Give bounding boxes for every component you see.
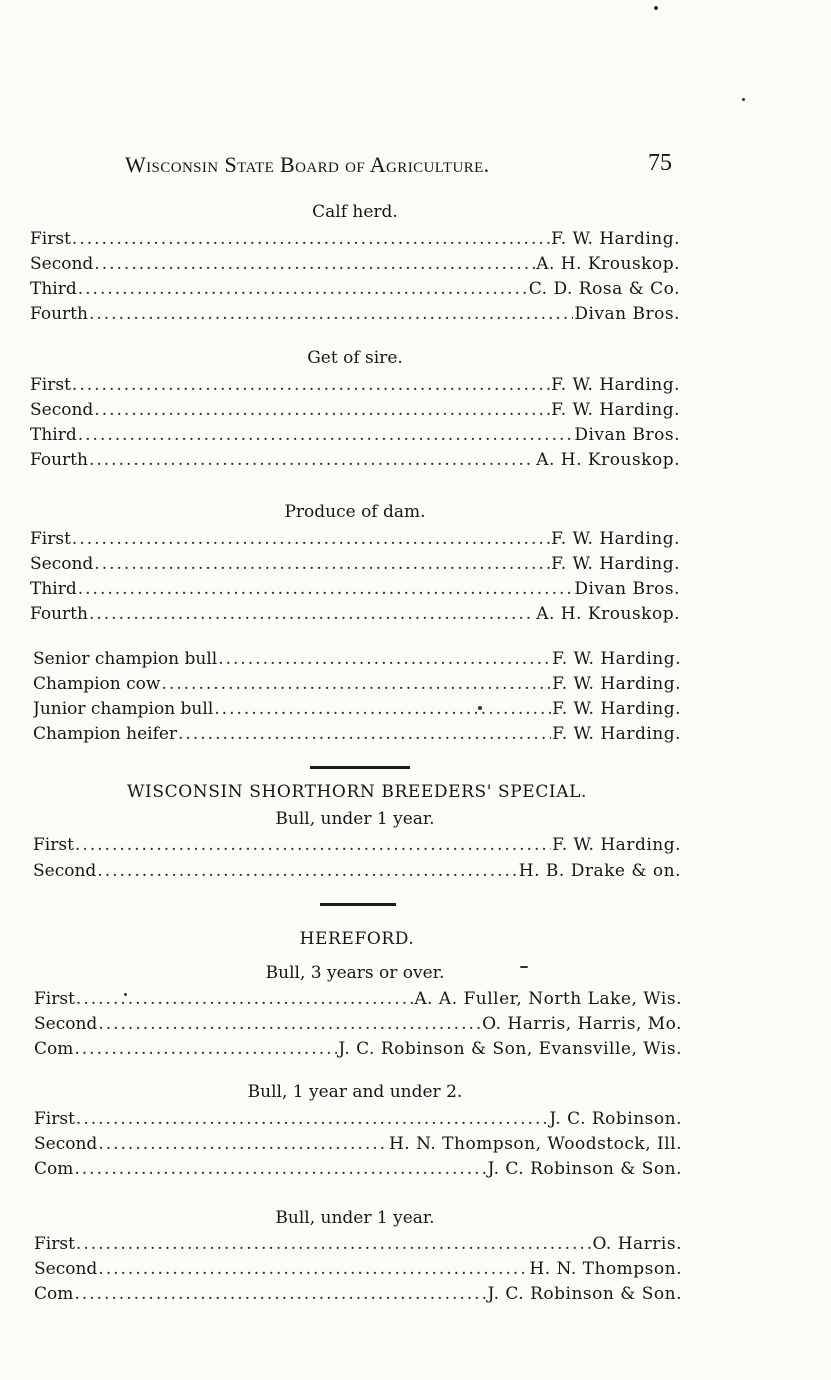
award-winner: A. H. Krouskop. bbox=[536, 254, 680, 274]
award-row bbox=[33, 698, 681, 720]
section-heading: Calf herd. bbox=[312, 202, 398, 222]
award-row bbox=[30, 553, 680, 575]
award-place: Second bbox=[34, 1259, 98, 1279]
award-row bbox=[30, 374, 680, 396]
award-place: Third bbox=[30, 279, 77, 299]
award-row bbox=[30, 528, 680, 550]
award-row bbox=[34, 1013, 682, 1035]
award-place: Junior champion bull bbox=[33, 699, 214, 719]
dot-leader bbox=[72, 528, 550, 550]
award-row bbox=[34, 1233, 682, 1255]
dot-leader bbox=[94, 399, 550, 421]
award-row bbox=[33, 723, 681, 745]
award-place: First bbox=[33, 835, 74, 855]
award-place: Third bbox=[30, 579, 77, 599]
award-row bbox=[30, 424, 680, 446]
award-winner: A. H. Krouskop. bbox=[536, 604, 680, 624]
dot-leader bbox=[76, 988, 413, 1010]
dot-leader bbox=[97, 860, 517, 882]
dot-leader bbox=[78, 278, 528, 300]
award-winner: F. W. Harding. bbox=[552, 649, 681, 669]
award-place: Champion cow bbox=[33, 674, 161, 694]
dot-leader bbox=[98, 1258, 528, 1280]
page-number: 75 bbox=[648, 150, 672, 176]
award-row bbox=[33, 648, 681, 670]
dot-leader bbox=[72, 228, 550, 250]
dot-leader bbox=[94, 253, 535, 275]
section-title: WISCONSIN SHORTHORN BREEDERS' SPECIAL. bbox=[126, 782, 588, 802]
section-divider bbox=[320, 903, 396, 906]
award-winner: F. W. Harding. bbox=[552, 699, 681, 719]
award-place: Champion heifer bbox=[33, 724, 178, 744]
section-title: HEREFORD. bbox=[299, 929, 415, 949]
award-winner: F. W. Harding. bbox=[551, 375, 680, 395]
section-heading: Bull, 3 years or over. bbox=[265, 963, 445, 983]
award-place: First bbox=[34, 1109, 75, 1129]
award-winner: O. Harris, Harris, Mo. bbox=[482, 1014, 682, 1034]
dot-leader bbox=[161, 673, 551, 695]
award-row bbox=[34, 1158, 682, 1180]
award-place: Second bbox=[30, 254, 94, 274]
award-row bbox=[34, 1133, 682, 1155]
dot-leader bbox=[72, 374, 550, 396]
award-winner: A. H. Krouskop. bbox=[536, 450, 680, 470]
dot-leader bbox=[74, 1038, 337, 1060]
award-row bbox=[30, 278, 680, 300]
award-row bbox=[33, 673, 681, 695]
award-winner: F. W. Harding. bbox=[551, 529, 680, 549]
award-place: Second bbox=[30, 554, 94, 574]
section-heading: Get of sire. bbox=[307, 348, 403, 368]
award-row bbox=[30, 253, 680, 275]
section-heading: Bull, 1 year and under 2. bbox=[247, 1082, 463, 1102]
section-divider bbox=[310, 766, 410, 769]
running-head-title: Wisconsin State Board of Agriculture. bbox=[125, 152, 490, 177]
award-place: Fourth bbox=[30, 604, 88, 624]
award-winner: Divan Bros. bbox=[574, 425, 680, 445]
dot-leader bbox=[89, 603, 535, 625]
dot-leader bbox=[94, 553, 550, 575]
dot-leader bbox=[76, 1233, 592, 1255]
award-row bbox=[30, 303, 680, 325]
scan-speck bbox=[124, 993, 127, 996]
award-place: Second bbox=[34, 1134, 98, 1154]
dot-leader bbox=[214, 698, 551, 720]
award-row bbox=[34, 1108, 682, 1130]
dot-leader bbox=[178, 723, 551, 745]
award-row bbox=[34, 1038, 682, 1060]
award-winner: J. C. Robinson & Son. bbox=[487, 1284, 682, 1304]
dot-leader bbox=[98, 1133, 388, 1155]
section-heading: Bull, under 1 year. bbox=[275, 1208, 435, 1228]
award-winner: F. W. Harding. bbox=[552, 724, 681, 744]
award-place: First bbox=[30, 229, 71, 249]
award-place: Com bbox=[34, 1039, 74, 1059]
dot-leader bbox=[218, 648, 551, 670]
award-place: First bbox=[30, 529, 71, 549]
dot-leader bbox=[75, 834, 551, 856]
award-row bbox=[30, 399, 680, 421]
award-winner: F. W. Harding. bbox=[551, 229, 680, 249]
award-row bbox=[34, 988, 682, 1010]
award-winner: J. C. Robinson & Son. bbox=[487, 1159, 682, 1179]
award-winner: F. W. Harding. bbox=[551, 400, 680, 420]
award-place: Senior champion bull bbox=[33, 649, 218, 669]
award-row bbox=[34, 1283, 682, 1305]
section-heading: Produce of dam. bbox=[284, 502, 426, 522]
dot-leader bbox=[89, 303, 573, 325]
award-winner: H. N. Thompson. bbox=[529, 1259, 682, 1279]
award-place: Second bbox=[34, 1014, 98, 1034]
award-winner: F. W. Harding. bbox=[552, 835, 681, 855]
award-row bbox=[30, 578, 680, 600]
dot-leader bbox=[76, 1108, 548, 1130]
award-place: Fourth bbox=[30, 450, 88, 470]
dot-leader bbox=[74, 1283, 486, 1305]
award-winner: F. W. Harding. bbox=[551, 554, 680, 574]
award-row bbox=[30, 603, 680, 625]
award-place: Fourth bbox=[30, 304, 88, 324]
award-place: First bbox=[30, 375, 71, 395]
award-row bbox=[33, 860, 681, 882]
dot-leader bbox=[78, 578, 574, 600]
award-row bbox=[30, 228, 680, 250]
award-place: Com bbox=[34, 1159, 74, 1179]
dot-leader bbox=[89, 449, 535, 471]
award-winner: O. Harris. bbox=[592, 1234, 682, 1254]
award-winner: H. B. Drake & on. bbox=[518, 861, 681, 881]
award-row bbox=[30, 449, 680, 471]
scan-speck bbox=[478, 706, 482, 710]
award-winner: Divan Bros. bbox=[574, 304, 680, 324]
scan-speck bbox=[520, 966, 528, 968]
section-heading: Bull, under 1 year. bbox=[275, 809, 435, 829]
award-place: Third bbox=[30, 425, 77, 445]
dot-leader bbox=[98, 1013, 481, 1035]
award-winner: C. D. Rosa & Co. bbox=[528, 279, 680, 299]
dot-leader bbox=[78, 424, 574, 446]
award-winner: Divan Bros. bbox=[574, 579, 680, 599]
running-head bbox=[0, 150, 831, 180]
award-place: First bbox=[34, 989, 75, 1009]
award-winner: F. W. Harding. bbox=[552, 674, 681, 694]
award-winner: A. A. Fuller, North Lake, Wis. bbox=[414, 989, 682, 1009]
award-row bbox=[34, 1258, 682, 1280]
award-place: First bbox=[34, 1234, 75, 1254]
award-place: Second bbox=[33, 861, 97, 881]
award-winner: J. C. Robinson. bbox=[549, 1109, 682, 1129]
award-winner: J. C. Robinson & Son, Evansville, Wis. bbox=[338, 1039, 682, 1059]
scan-speck bbox=[654, 6, 658, 10]
award-place: Com bbox=[34, 1284, 74, 1304]
award-place: Second bbox=[30, 400, 94, 420]
dot-leader bbox=[74, 1158, 486, 1180]
scan-speck bbox=[742, 98, 745, 101]
award-winner: H. N. Thompson, Woodstock, Ill. bbox=[388, 1134, 682, 1154]
award-row bbox=[33, 834, 681, 856]
